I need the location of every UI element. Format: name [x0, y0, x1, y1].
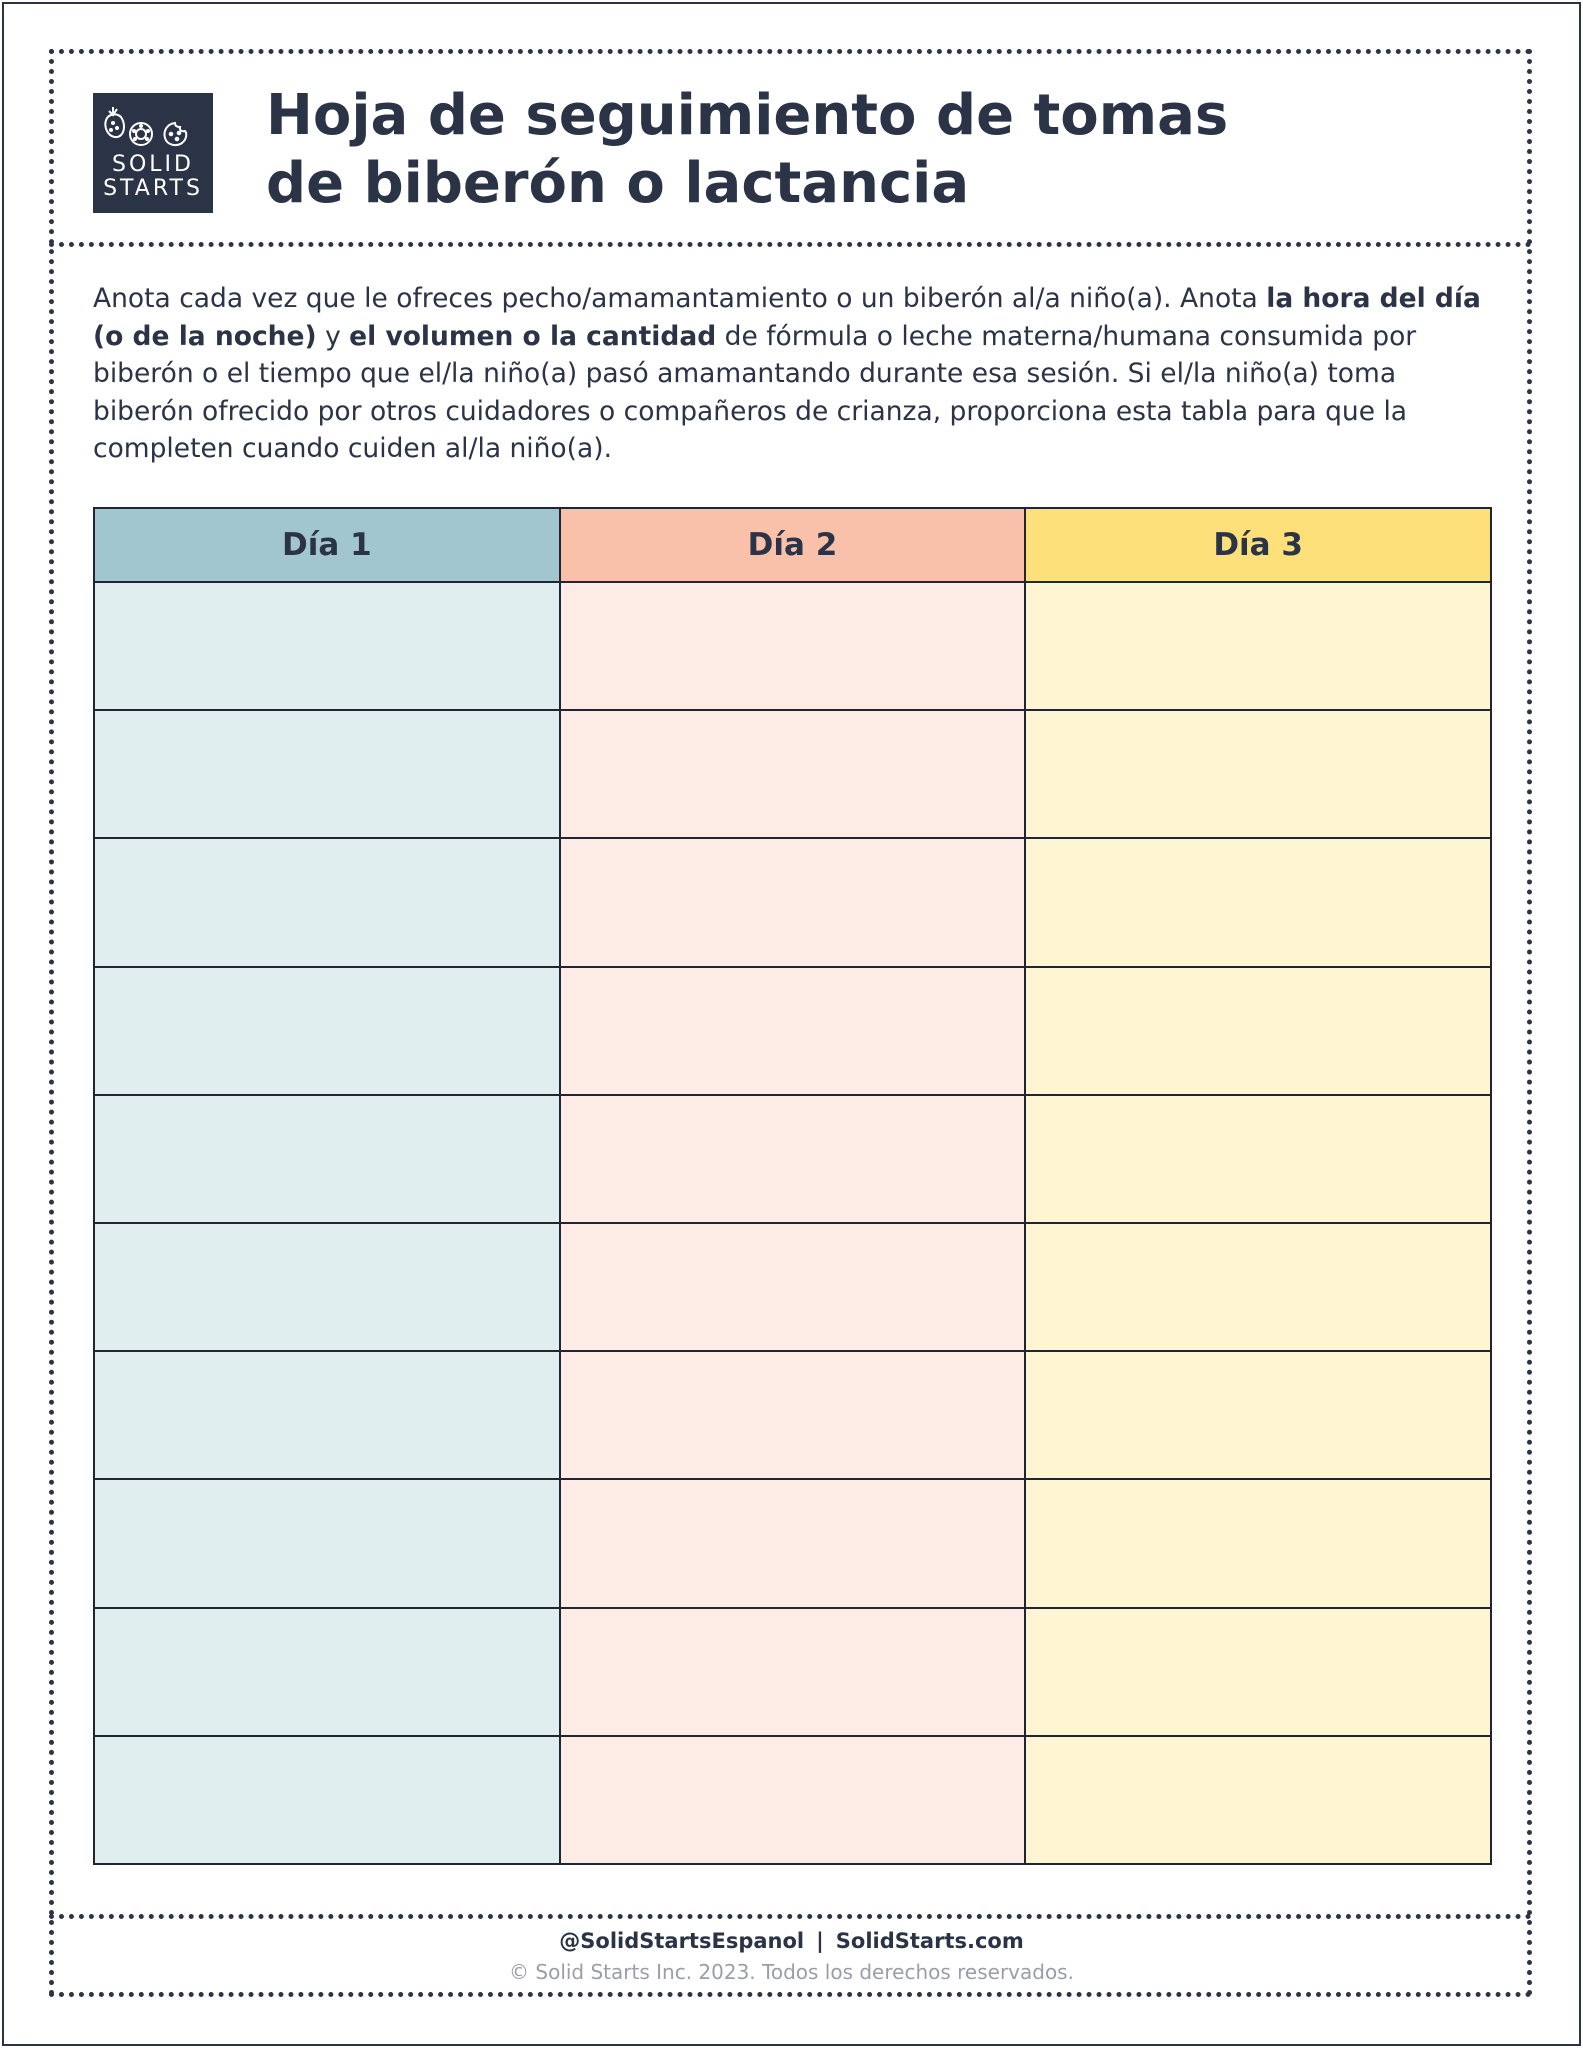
table-row — [94, 1095, 1491, 1223]
entry-cell-day-3 — [1025, 710, 1491, 838]
instructions-text-2: y — [316, 320, 350, 352]
logo-text-starts: STARTS — [103, 176, 203, 201]
footer-social-handle[interactable]: @SolidStartsEspanol — [559, 1929, 805, 1953]
column-header-day-1: Día 1 — [94, 508, 560, 582]
entry-cell-day-3 — [1025, 1095, 1491, 1223]
entry-cell-day-2 — [560, 1736, 1026, 1864]
table-row — [94, 967, 1491, 1095]
entry-cell-day-2 — [560, 582, 1026, 710]
table-row — [94, 1223, 1491, 1351]
logo-text-solid: SOLID — [112, 152, 194, 177]
instructions-paragraph — [93, 280, 1493, 468]
entry-cell-day-3 — [1025, 582, 1491, 710]
entry-cell-day-2 — [560, 1223, 1026, 1351]
header-divider — [49, 242, 1532, 247]
entry-cell-day-1 — [94, 838, 560, 966]
entry-cell-day-3 — [1025, 1608, 1491, 1736]
entry-cell-day-2 — [560, 1479, 1026, 1607]
entry-cell-day-2 — [560, 838, 1026, 966]
page-title-line-1: Hoja de seguimiento de tomas — [266, 83, 1229, 148]
instructions-text-1: Anota cada vez que le ofreces pecho/amamantamiento o un biberón al/a niño(a). Anota — [93, 283, 1267, 314]
footer-links — [0, 1929, 1583, 1953]
footer-separator: | — [816, 1929, 824, 1953]
entry-cell-day-3 — [1025, 1479, 1491, 1607]
entry-cell-day-1 — [94, 1608, 560, 1736]
page-title-line-2: de biberón o lactancia — [266, 151, 970, 216]
entry-cell-day-2 — [560, 710, 1026, 838]
entry-cell-day-1 — [94, 967, 560, 1095]
entry-cell-day-2 — [560, 967, 1026, 1095]
entry-cell-day-3 — [1025, 838, 1491, 966]
entry-cell-day-1 — [94, 1223, 560, 1351]
column-header-day-3: Día 3 — [1025, 508, 1491, 582]
table-row — [94, 838, 1491, 966]
solid-starts-logo — [93, 93, 213, 213]
column-header-day-2: Día 2 — [560, 508, 1026, 582]
feeding-tracker-table — [93, 507, 1492, 1865]
entry-cell-day-3 — [1025, 1351, 1491, 1479]
food-icons-logo-mark — [101, 101, 205, 151]
entry-cell-day-1 — [94, 1095, 560, 1223]
entry-cell-day-3 — [1025, 1223, 1491, 1351]
entry-cell-day-1 — [94, 582, 560, 710]
table-row — [94, 1608, 1491, 1736]
table-row — [94, 582, 1491, 710]
entry-cell-day-1 — [94, 1736, 560, 1864]
page-title — [266, 82, 1466, 218]
table-row — [94, 1479, 1491, 1607]
footer-copyright: © Solid Starts Inc. 2023. Todos los derechos reservados. — [509, 1960, 1074, 1984]
table-body — [94, 582, 1491, 1864]
entry-cell-day-1 — [94, 1351, 560, 1479]
table-header-row — [94, 508, 1491, 582]
entry-cell-day-1 — [94, 1479, 560, 1607]
entry-cell-day-1 — [94, 710, 560, 838]
entry-cell-day-3 — [1025, 967, 1491, 1095]
instructions-text-3: de fórmula o leche materna/humana consumida por biberón o el tiempo que el/la niño(a) pasó amamantando durante esa sesión. Si el/la niño(a) toma biberón ofrecido por otros cuidadores o compañeros de crianza, proporciona esta tabla para que la completen cuando cuiden al/la niño(a). — [93, 320, 1417, 464]
table-row — [94, 710, 1491, 838]
entry-cell-day-2 — [560, 1095, 1026, 1223]
table-row — [94, 1351, 1491, 1479]
instructions-bold-time: la hora del día (o de la noche) — [93, 283, 1481, 352]
entry-cell-day-3 — [1025, 1736, 1491, 1864]
footer-website-link[interactable]: SolidStarts.com — [835, 1929, 1024, 1953]
entry-cell-day-2 — [560, 1351, 1026, 1479]
instructions-bold-volume: el volumen o la cantidad — [349, 320, 717, 352]
table-row — [94, 1736, 1491, 1864]
footer-divider — [49, 1914, 1532, 1919]
entry-cell-day-2 — [560, 1608, 1026, 1736]
